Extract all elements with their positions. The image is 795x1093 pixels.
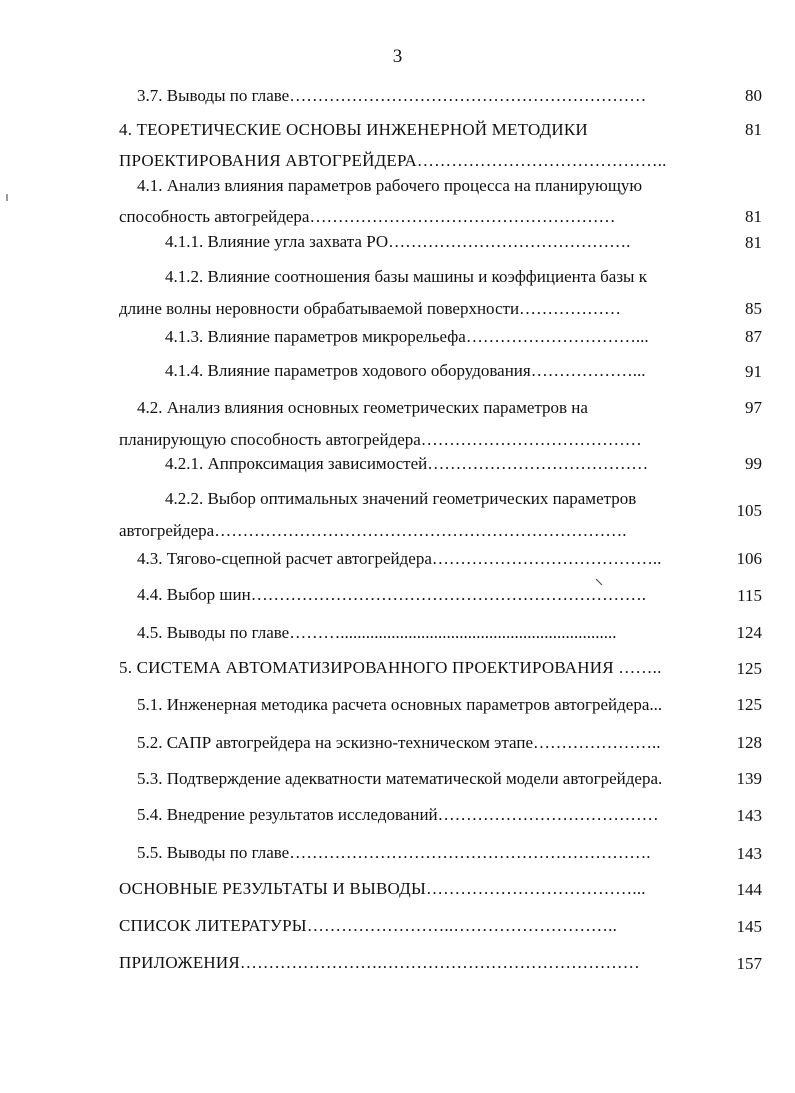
page-number: 3 [392,46,403,67]
toc-entry-4-cont: ПРОЕКТИРОВАНИЯ АВТОГРЕЙДЕРА…………………………………….. [119,151,667,170]
toc-page-3-7: 80 [745,86,762,105]
toc-entry-4-2: 4.2. Анализ влияния основных геометрических параметров на [137,398,588,417]
toc-entry-4: 4. ТЕОРЕТИЧЕСКИЕ ОСНОВЫ ИНЖЕНЕРНОЙ МЕТОДИКИ [119,120,588,139]
toc-entry-bibliography: СПИСОК ЛИТЕРАТУРЫ……………………..……………………….. [119,916,618,935]
toc-page-4-1-2: 85 [745,299,762,318]
toc-entry-4-2-2: 4.2.2. Выбор оптимальных значений геометрических параметров [165,489,637,508]
toc-entry-4-2-cont: планирующую способность автогрейдера………………………………… [119,430,642,449]
toc-entry-5-1: 5.1. Инженерная методика расчета основных параметров автогрейдера... [137,695,663,714]
toc-entry-4-4: 4.4. Выбор шин……………………………………………………………. [137,585,646,604]
toc-entry-4-5: 4.5. Выводы по главе………................................................................. [137,623,617,642]
toc-entry-4-1-4: 4.1.4. Влияние параметров ходового оборудования………………... [165,361,646,380]
toc-page-5-1: 125 [736,695,762,714]
toc-page-5-5: 143 [736,844,762,863]
scan-artifact-tick [594,577,606,589]
toc-page-results: 144 [736,880,762,899]
scan-artifact-mark [2,192,12,206]
toc-page-4-3: 106 [736,549,762,568]
toc-page-4-1-1: 81 [745,233,762,252]
toc-page-5: 125 [736,659,762,678]
toc-entry-4-2-1: 4.2.1. Аппроксимация зависимостей………………………………… [165,454,649,473]
toc-entry-4-1-cont: способность автогрейдера……………………………………………… [119,207,616,226]
toc-page-4-5: 124 [736,623,762,642]
toc-page-4-2: 97 [745,398,762,417]
toc-page-4-1-4: 91 [745,362,762,381]
toc-entry-4-1-1: 4.1.1. Влияние угла захвата РО……………………………………. [165,232,631,251]
toc-entry-5-3: 5.3. Подтверждение адекватности математической модели автогрейдера. [137,769,663,788]
toc-page-4-2-1: 99 [745,454,762,473]
toc-page-5-2: 128 [736,733,762,752]
toc-entry-5-5: 5.5. Выводы по главе………………………………………………………. [137,843,651,862]
toc-page-bibliography: 145 [736,917,762,936]
toc-page-4-4: 115 [737,586,762,605]
toc-entry-appendices: ПРИЛОЖЕНИЯ…………………….……………………………………… [119,953,640,972]
toc-entry-4-1-2-cont: длине волны неровности обрабатываемой поверхности……………… [119,299,622,318]
toc-entry-4-2-2-cont: автогрейдера………………………………………………………………. [119,521,627,540]
toc-page-4-2-2: 105 [736,501,762,520]
toc-page-appendices: 157 [736,954,762,973]
toc-entry-3-7: 3.7. Выводы по главе……………………………………………………… [137,86,647,105]
toc-entry-5: 5. СИСТЕМА АВТОМАТИЗИРОВАННОГО ПРОЕКТИРОВАНИЯ …….. [119,658,662,677]
toc-page-4: 81 [745,120,762,139]
toc-entry-4-3: 4.3. Тягово-сцепной расчет автогрейдера………………………………….. [137,549,662,568]
toc-entry-5-2: 5.2. САПР автогрейдера на эскизно-техническом этапе………………….. [137,733,661,752]
toc-entry-4-1-2: 4.1.2. Влияние соотношения базы машины и коэффициента базы к [165,267,647,286]
toc-page-4-1: 81 [745,207,762,226]
toc-entry-5-4: 5.4. Внедрение результатов исследований………………………………… [137,805,659,824]
toc-entry-results: ОСНОВНЫЕ РЕЗУЛЬТАТЫ И ВЫВОДЫ………………………………... [119,879,646,898]
toc-page-5-4: 143 [736,806,762,825]
toc-entry-4-1-3: 4.1.3. Влияние параметров микрорельефа…………………………... [165,327,649,346]
toc-page-5-3: 139 [736,769,762,788]
toc-page-4-1-3: 87 [745,327,762,346]
toc-entry-4-1: 4.1. Анализ влияния параметров рабочего процесса на планирующую [137,176,643,195]
